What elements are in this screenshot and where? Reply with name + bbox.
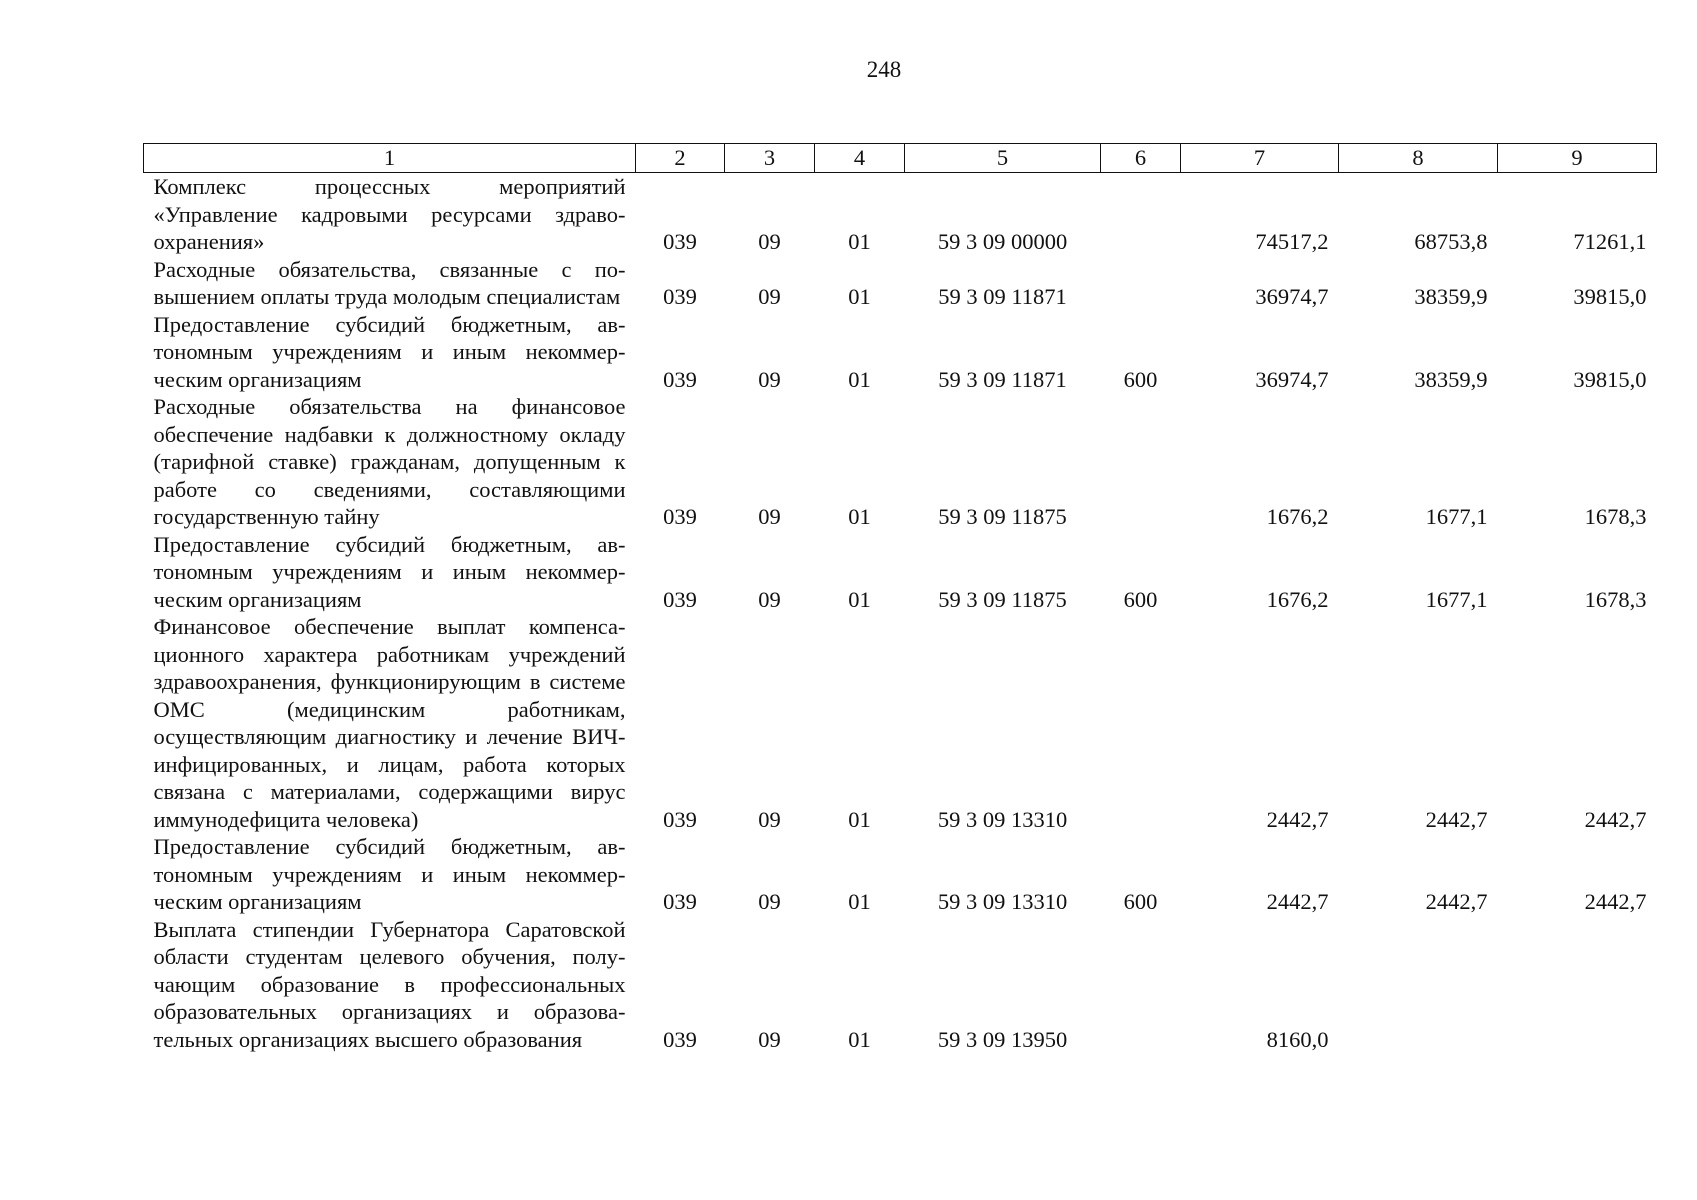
budget-table: [143, 143, 1657, 1053]
amount-col-9: [1498, 916, 1657, 1054]
amount-col-9: 2442,7: [1584, 889, 1647, 914]
amount-col-9: 71261,1: [1573, 229, 1647, 254]
amount-col-7: 74517,2: [1255, 229, 1329, 254]
subsection-code: 01: [848, 586, 871, 612]
subsection-code: 01: [848, 889, 871, 914]
amount-col-7: 2442,7: [1266, 889, 1329, 914]
amount-col-7: 36974,7: [1255, 284, 1329, 309]
section-code: 09: [758, 806, 781, 832]
amount-col-7: 36974,7: [1255, 366, 1329, 392]
amount-col-8: 1677,1: [1425, 504, 1488, 529]
target-article-code: 59 3 09 11871: [938, 366, 1067, 392]
amount-col-8: 38359,9: [1414, 366, 1488, 392]
amount-col-9: 39815,0: [1573, 366, 1647, 392]
page-number: 248: [866, 57, 902, 82]
header-cell: 2: [636, 144, 725, 173]
subsection-code: 01: [848, 806, 871, 832]
amount-col-9: 1678,3: [1584, 504, 1647, 529]
expense-type-code: [1101, 173, 1181, 256]
row-name: Предоставление субсидий бюджетным, автономным учреждениям и иным некоммерческим организациям: [153, 311, 626, 392]
header-cell: 1: [144, 144, 636, 173]
amount-col-9: 39815,0: [1573, 284, 1647, 309]
target-article-code: 59 3 09 13310: [937, 806, 1068, 832]
target-article-code: 59 3 09 11875: [938, 504, 1067, 529]
table-row: [144, 256, 1657, 311]
header-cell: 8: [1339, 144, 1498, 173]
expense-type-code: [1101, 256, 1181, 311]
row-name: Расходные обязательства, связанные с повышением оплаты труда молодым специалистам: [153, 256, 626, 309]
section-code: 09: [758, 504, 781, 529]
header-cell: 7: [1181, 144, 1339, 173]
target-article-code: 59 3 09 11875: [938, 586, 1067, 612]
section-code: 09: [758, 889, 781, 914]
subsection-code: 01: [848, 284, 871, 309]
table-row: [144, 613, 1657, 833]
amount-col-9: 2442,7: [1584, 806, 1647, 832]
amount-col-8: 2442,7: [1425, 806, 1488, 832]
amount-col-8: 1677,1: [1425, 586, 1488, 612]
table-row: [144, 833, 1657, 916]
header-cell: 6: [1101, 144, 1181, 173]
expense-type-code: 600: [1123, 586, 1158, 612]
amount-col-8: 68753,8: [1414, 229, 1488, 254]
row-name: Расходные обязательства на финансовое обеспечение надбавки к должностному окладу (тарифной ставке) гражданам, допущенным к работе со сведениями, составляющими государственную тайну: [153, 394, 626, 529]
target-article-code: 59 3 09 13950: [937, 1026, 1068, 1052]
target-article-code: 59 3 09 13310: [937, 889, 1068, 914]
ministry-code: 039: [663, 1026, 697, 1052]
table-row: [144, 311, 1657, 394]
subsection-code: 01: [848, 366, 871, 392]
section-code: 09: [758, 284, 781, 309]
expense-type-code: 600: [1123, 366, 1158, 392]
ministry-code: 039: [663, 504, 697, 529]
header-cell: 3: [725, 144, 815, 173]
ministry-code: 039: [663, 284, 697, 309]
ministry-code: 039: [663, 806, 697, 832]
row-name: Выплата стипендии Губернатора Саратовской области студентам целевого обучения, получающим образование в профессиональных образовательных организациях и образовательных организациях высшего образования: [153, 916, 626, 1052]
row-name: Предоставление субсидий бюджетным, автономным учреждениям и иным некоммерческим организациям: [153, 531, 626, 612]
subsection-code: 01: [848, 229, 871, 254]
ministry-code: 039: [663, 366, 697, 392]
amount-col-8: 2442,7: [1425, 889, 1488, 914]
header-cell: 5: [905, 144, 1101, 173]
expense-type-code: [1101, 613, 1181, 833]
amount-col-8: 38359,9: [1414, 284, 1488, 309]
amount-col-7: 1676,2: [1266, 586, 1329, 612]
section-code: 09: [758, 366, 781, 392]
section-code: 09: [758, 229, 781, 254]
table-row: [144, 393, 1657, 531]
row-name: Финансовое обеспечение выплат компенсационного характера работникам учреждений здравоохранения, функционирующим в системе ОМС (медицинским работникам, осуществляющим диагностику и лечение ВИЧ-инфицированных, и лицам, работа которых связана с материалами, содержащими вирус иммунодефицита человека): [153, 614, 626, 832]
section-code: 09: [758, 1026, 781, 1052]
row-name: Комплекс процессных мероприятий «Управление кадровыми ресурсами здравоохранения»: [153, 174, 626, 254]
amount-col-7: 2442,7: [1266, 806, 1329, 832]
amount-col-8: [1339, 916, 1498, 1054]
target-article-code: 59 3 09 11871: [938, 284, 1067, 309]
subsection-code: 01: [848, 504, 871, 529]
expense-type-code: [1101, 916, 1181, 1054]
section-code: 09: [758, 586, 781, 612]
expense-type-code: [1101, 393, 1181, 531]
subsection-code: 01: [848, 1026, 871, 1052]
expense-type-code: 600: [1123, 889, 1158, 914]
header-row: [144, 144, 1657, 173]
header-cell: 9: [1498, 144, 1657, 173]
header-cell: 4: [815, 144, 905, 173]
ministry-code: 039: [663, 586, 697, 612]
ministry-code: 039: [663, 889, 697, 914]
ministry-code: 039: [663, 229, 697, 254]
table-row: [144, 916, 1657, 1054]
row-name: Предоставление субсидий бюджетным, автономным учреждениям и иным некоммерческим организациям: [153, 834, 626, 914]
table-row: [144, 173, 1657, 256]
amount-col-7: 8160,0: [1266, 1026, 1329, 1052]
table-row: [144, 531, 1657, 614]
target-article-code: 59 3 09 00000: [937, 229, 1068, 254]
amount-col-9: 1678,3: [1584, 586, 1647, 612]
amount-col-7: 1676,2: [1266, 504, 1329, 529]
